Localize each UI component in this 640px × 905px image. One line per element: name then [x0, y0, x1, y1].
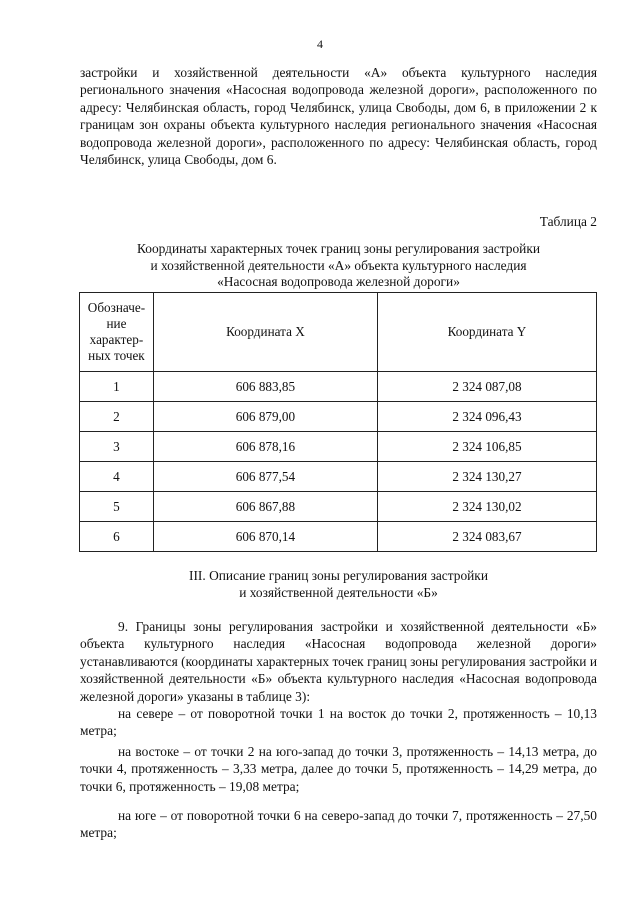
cell-y: 2 324 083,67	[377, 522, 596, 552]
cell-x: 606 883,85	[153, 372, 377, 402]
cell-x: 606 870,14	[153, 522, 377, 552]
header-point-designation	[80, 293, 154, 372]
cell-point: 1	[80, 372, 154, 402]
section-heading-line: и хозяйственной деятельности «Б»	[239, 585, 438, 600]
header-coordinate-y: Координата Y	[377, 293, 596, 372]
section-heading-line: III. Описание границ зоны регулирования застройки	[189, 568, 488, 583]
table-caption	[80, 241, 597, 291]
cell-y: 2 324 130,27	[377, 462, 596, 492]
cell-y: 2 324 087,08	[377, 372, 596, 402]
cell-point: 4	[80, 462, 154, 492]
table-row	[80, 372, 597, 402]
cell-x: 606 877,54	[153, 462, 377, 492]
paragraph-south: на юге – от поворотной точки 6 на северо-запад до точки 7, протяженность – 27,50 метра;	[80, 808, 597, 841]
table-caption-line: Координаты характерных точек границ зоны регулирования застройки	[136, 241, 540, 256]
table-row	[80, 492, 597, 522]
coordinates-table	[79, 292, 597, 552]
header-coordinate-x: Координата X	[153, 293, 377, 372]
cell-y: 2 324 130,02	[377, 492, 596, 522]
table-row	[80, 432, 597, 462]
cell-point: 6	[80, 522, 154, 552]
cell-point: 5	[80, 492, 154, 522]
table-label: Таблица 2	[539, 214, 597, 229]
cell-x: 606 878,16	[153, 432, 377, 462]
header-point-line: Обозначе-	[87, 300, 146, 315]
header-point-line: характер-	[89, 332, 144, 347]
cell-y: 2 324 106,85	[377, 432, 596, 462]
paragraph-item-9: 9. Границы зоны регулирования застройки и хозяйственной деятельности «Б» объекта культурного наследия «Насосная водопровода железной дороги» устанавливаются (координаты характерных точек границ зоны регулирования застройки и хозяйственной деятельности «Б» объекта культурного наследия «Насосная водопровода железной дороги» указаны в таблице 3):	[80, 619, 597, 704]
cell-point: 3	[80, 432, 154, 462]
paragraph-east: на востоке – от точки 2 на юго-запад до точки 3, протяженность – 14,13 метра, до точки 4, протяженность – 3,33 метра, далее до точки 5, протяженность – 14,29 метра, до точки 6, протяженность – 19,08 метра;	[80, 744, 597, 794]
header-point-line: ных точек	[88, 348, 145, 363]
table-caption-line: и хозяйственной деятельности «А» объекта культурного наследия	[150, 257, 527, 273]
cell-x: 606 879,00	[153, 402, 377, 432]
page-number: 4	[317, 37, 323, 51]
cell-y: 2 324 096,43	[377, 402, 596, 432]
section-heading	[80, 567, 597, 601]
table-caption-line: «Насосная водопровода железной дороги»	[217, 274, 460, 289]
table-row	[80, 402, 597, 432]
table-row	[80, 522, 597, 552]
cell-point: 2	[80, 402, 154, 432]
intro-paragraph: застройки и хозяйственной деятельности «А» объекта культурного наследия регионального значения «Насосная водопровода железной дороги», расположенного по адресу: Челябинская область, город Челябинск, улица Свободы, дом 6, в приложении 2 к границам зон охраны объекта культурного наследия регионального значения «Насосная водопровода железной дороги», расположенного по адресу: Челябинская область, город Челябинск, улица Свободы, дом 6.	[80, 65, 597, 168]
header-point-line: ние	[106, 316, 127, 331]
cell-x: 606 867,88	[153, 492, 377, 522]
table-row	[80, 462, 597, 492]
paragraph-north: на севере – от поворотной точки 1 на восток до точки 2, протяженность – 10,13 метра;	[80, 706, 597, 739]
table-header-row	[80, 293, 597, 372]
